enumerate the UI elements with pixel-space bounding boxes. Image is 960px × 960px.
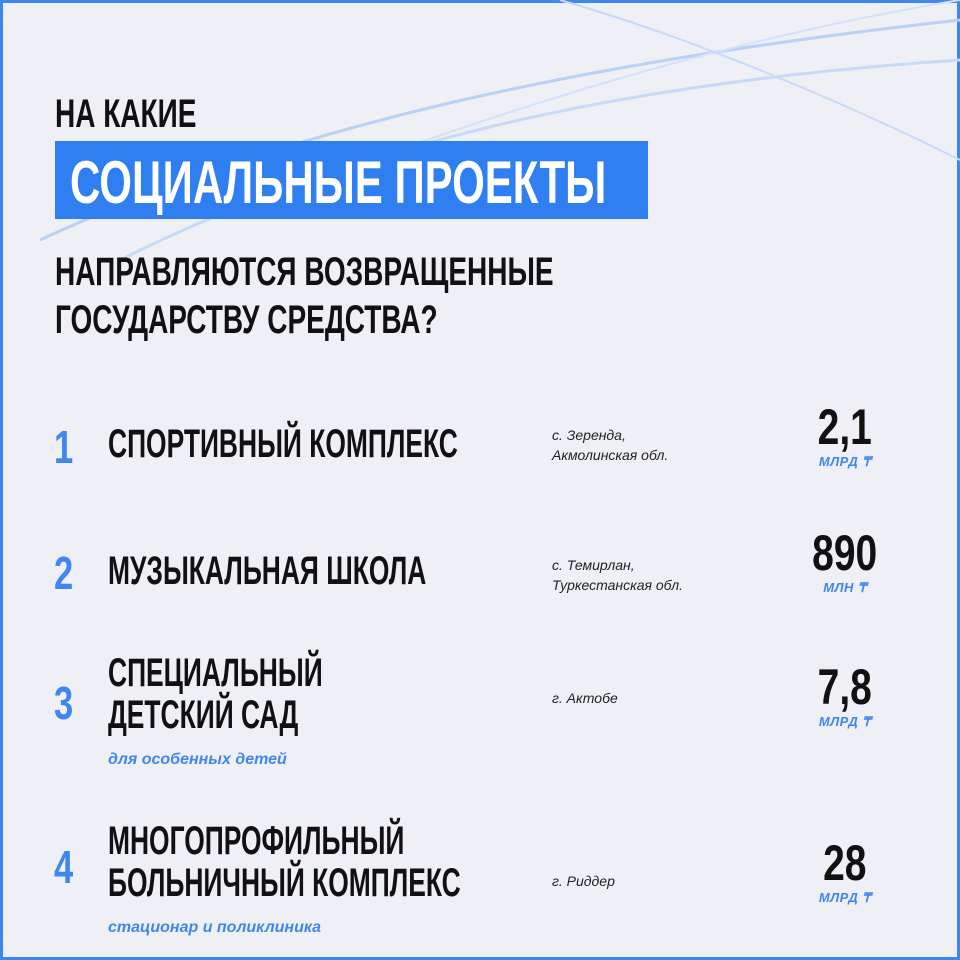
heading-line2: НАПРАВЛЯЮТСЯ ВОЗВРАЩЕННЫЕ	[55, 250, 554, 294]
item-unit: МЛРД ₸	[818, 714, 872, 729]
item-amount-block	[790, 836, 900, 906]
item-unit: МЛН ₸	[823, 580, 867, 595]
item-number: 2	[54, 547, 74, 599]
item-amount: 890	[812, 525, 878, 581]
item-number: 1	[54, 421, 74, 473]
item-number: 3	[54, 677, 74, 729]
item-subtitle: для особенных детей	[108, 751, 287, 768]
item-amount-block	[790, 660, 900, 730]
item-location: г. Риддер	[552, 873, 615, 889]
item-location: с. Темирлан, Туркестанская обл.	[552, 557, 684, 593]
item-title: МУЗЫКАЛЬНАЯ ШКОЛА	[108, 549, 427, 593]
item-number: 4	[54, 841, 74, 893]
item-unit: МЛРД ₸	[818, 890, 872, 905]
item-amount-block	[790, 400, 900, 470]
item-title: МНОГОПРОФИЛЬНЫЙ БОЛЬНИЧНЫЙ КОМПЛЕКС	[108, 819, 461, 905]
item-location: с. Зеренда, Акмолинская обл.	[552, 427, 669, 463]
item-amount: 28	[823, 835, 867, 891]
item-location: г. Актобе	[552, 690, 618, 706]
item-amount: 2,1	[817, 399, 873, 455]
heading-line3: ГОСУДАРСТВУ СРЕДСТВА?	[55, 298, 438, 342]
item-subtitle: стационар и поликлиника	[108, 919, 322, 936]
item-title: СПЕЦИАЛЬНЫЙ ДЕТСКИЙ САД	[108, 651, 323, 737]
heading-line1: НА КАКИЕ	[55, 92, 197, 136]
item-amount: 7,8	[817, 659, 873, 715]
heading-highlight: СОЦИАЛЬНЫЕ ПРОЕКТЫ	[70, 149, 607, 216]
item-unit: МЛРД ₸	[818, 454, 872, 469]
item-amount-block	[790, 526, 900, 596]
item-title: СПОРТИВНЫЙ КОМПЛЕКС	[108, 422, 458, 466]
